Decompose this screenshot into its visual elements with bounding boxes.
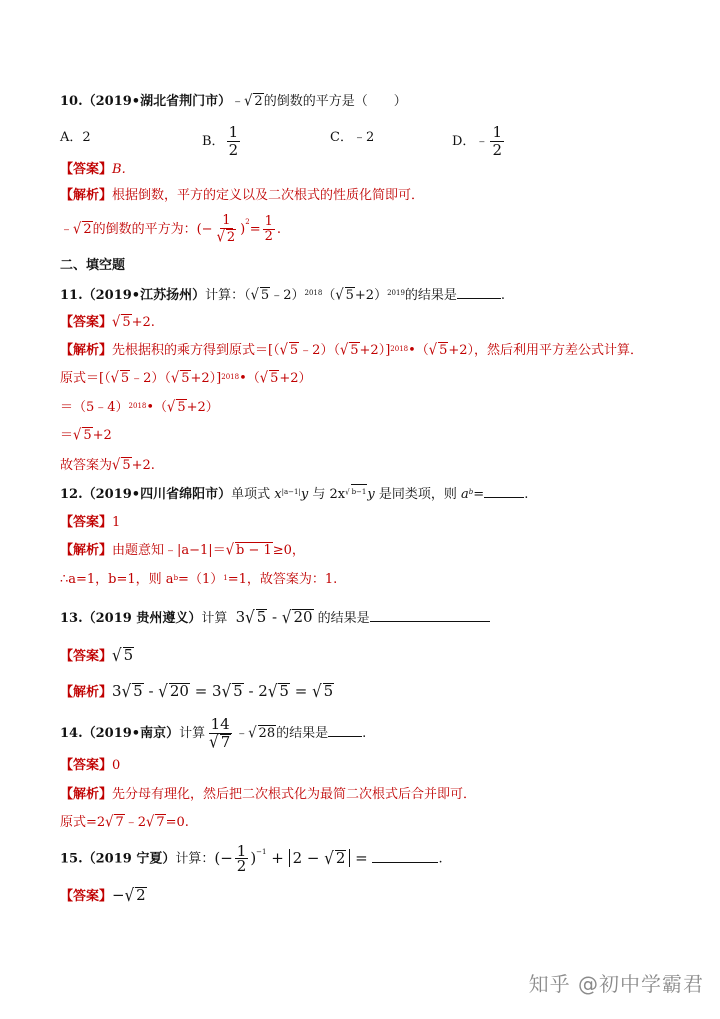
q11-work-3: ＝√ 5+2 — [60, 426, 112, 445]
q12-work: ∴a=1，b=1，则 $a^b=(1)^1=1$，故答案为：1. — [60, 572, 338, 587]
q10-answer: 【答案】B. — [60, 162, 126, 177]
q11-work-1: 原式＝[（√ 5﹣2）（√ 5+2）]$^{2018}$•（√ 5+2） — [60, 369, 312, 388]
q14-answer: 【答案】0 — [60, 758, 121, 773]
answer-blank — [372, 849, 438, 863]
q10-number: 10.（2019•湖北省荆门市） — [60, 94, 232, 109]
option-d: D．﹣ $\frac{1}{2}$ — [452, 123, 502, 159]
q12-stem: 12.（2019•四川省绵阳市）单项式 $x^{|a-1|}y$ 与 $2x^{√ b-1}y$ 是同类项，则 $a^b=$ . — [60, 484, 528, 505]
answer-blank — [370, 608, 490, 622]
option-a: A．2 — [60, 130, 91, 145]
option-c: C．﹣2 — [330, 130, 375, 145]
q10-explanation: 【解析】根据倒数，平方的定义以及二次根式的性质化简即可． — [60, 188, 425, 203]
q14-explanation: 【解析】先分母有理化，然后把二次根式化为最简二次根式后合并即可． — [60, 787, 477, 802]
q10-work: ﹣√ 2的倒数的平方为：(− $\frac{1}{√ 2}$ )$^2$= $\frac{1}{2}$ . — [60, 213, 282, 247]
q11-explanation: 【解析】先根据积的乘方得到原式＝[（√ 5﹣2）（√ 5+2）]$^{2018}$•（√ 5+2），然后利用平方差公式计算． — [60, 341, 644, 360]
watermark: 知乎 @初中学霸君 — [528, 972, 704, 996]
q11-answer: 【答案】√ 5+2. — [60, 313, 155, 332]
q12-explanation: 【解析】由题意知﹣|a−1|＝√ b − 1≥0， — [60, 541, 305, 560]
q10-stem: 10.（2019•湖北省荆门市）﹣√ 2的倒数的平方是（ ） — [60, 92, 407, 111]
q14-work: 原式=2√ 7﹣2√ 7=0. — [60, 813, 189, 832]
q12-answer: 【答案】1 — [60, 515, 121, 530]
q13-stem: 13.（2019 贵州遵义）计算 3√ 5 - √ 20 的结果是 — [60, 607, 490, 629]
answer-blank — [328, 723, 362, 737]
q11-work-4: 故答案为√ 5+2. — [60, 456, 155, 475]
answer-blank — [457, 285, 501, 299]
q15-answer: 【答案】−√ 2 — [60, 884, 146, 906]
q15-stem: 15.（2019 宁夏）计算：(− $\frac{1}{2}$ )$^{-1}$ + 2 − √ 2 = . — [60, 842, 443, 875]
q13-explanation: 【解析】3√ 5 - √ 20 = 3√ 5 - 2√ 5 = √ 5 — [60, 680, 334, 702]
option-b: B． $\frac{1}{2}$ — [202, 123, 239, 159]
q11-work-2: ＝（5﹣4）$^{2018}$•（√ 5+2） — [60, 398, 219, 417]
q14-stem: 14.（2019•南京）计算 $\frac{14}{√ 7}$ ﹣√ 28的结果是 . — [60, 715, 367, 753]
q11-stem: 11.（2019•江苏扬州）计算：（√ 5﹣2）$^{2018}$（√ 5+2）$^{2019}$的结果是 . — [60, 286, 506, 305]
q13-answer: 【答案】√ 5 — [60, 644, 134, 666]
answer-blank — [484, 484, 524, 498]
section-heading: 二、填空题 — [60, 258, 126, 273]
